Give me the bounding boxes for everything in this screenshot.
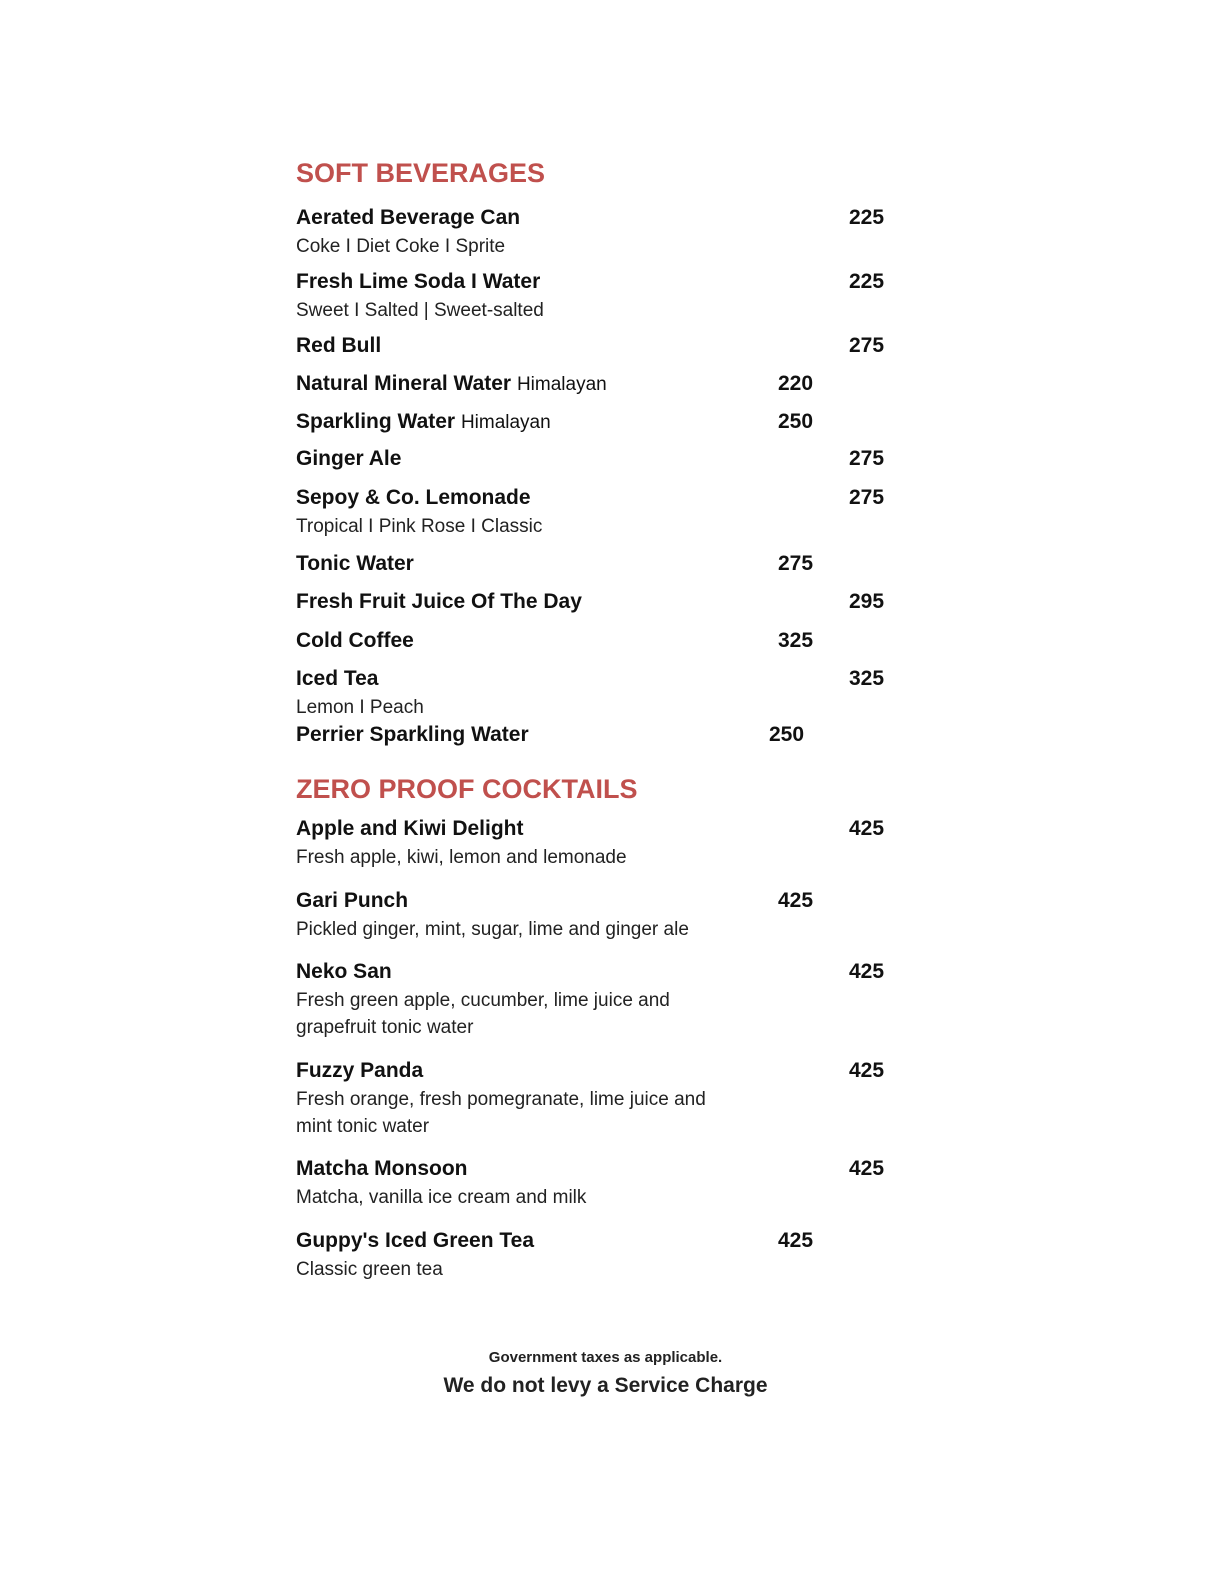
item-price: 275 [849, 334, 885, 357]
menu-item-matcha-monsoon [296, 1157, 896, 1211]
item-price: 225 [849, 206, 885, 229]
item-price: 325 [849, 667, 885, 690]
item-name: Guppy's Iced Green Tea [296, 1229, 535, 1252]
item-price: 425 [849, 817, 885, 840]
item-name: Gari Punch [296, 889, 409, 912]
item-description: Matcha, vanilla ice cream and milk [296, 1187, 587, 1208]
item-description: Fresh green apple, cucumber, lime juice and [296, 990, 670, 1011]
item-variant: Himalayan [460, 412, 551, 433]
item-description: Lemon I Peach [296, 697, 424, 718]
item-price: 425 [778, 889, 814, 912]
item-name: Sepoy & Co. Lemonade [296, 486, 531, 509]
menu-item-apple-kiwi-delight [296, 817, 896, 871]
item-description: Coke I Diet Coke I Sprite [296, 236, 506, 257]
menu-item-cold-coffee [296, 629, 896, 653]
item-name: Perrier Sparkling Water [296, 723, 529, 746]
item-price: 250 [778, 410, 814, 433]
menu-item-fresh-fruit-juice [296, 590, 896, 614]
menu-item-fuzzy-panda [296, 1059, 896, 1140]
item-description: Pickled ginger, mint, sugar, lime and ginger ale [296, 919, 689, 940]
menu-item-natural-mineral-water [296, 372, 896, 397]
item-name: Matcha Monsoon [296, 1157, 468, 1180]
menu-item-neko-san [296, 960, 896, 1041]
item-price: 425 [778, 1229, 814, 1252]
item-name: Red Bull [296, 334, 382, 357]
item-name: Fresh Lime Soda I Water [296, 270, 541, 293]
item-price: 425 [849, 960, 885, 983]
item-description: Fresh apple, kiwi, lemon and lemonade [296, 847, 627, 868]
menu-item-gari-punch [296, 889, 896, 943]
section-title-zero-proof-cocktails: ZERO PROOF COCKTAILS [296, 774, 638, 804]
item-name: Iced Tea [296, 667, 379, 690]
item-price: 220 [778, 372, 814, 395]
menu-item-sparkling-water [296, 410, 896, 435]
menu-item-guppys-iced-green-tea [296, 1229, 896, 1283]
item-price: 275 [778, 552, 814, 575]
menu-item-red-bull [296, 334, 896, 358]
item-name: Aerated Beverage Can [296, 206, 521, 229]
item-price: 275 [849, 486, 885, 509]
menu-item-aerated-beverage-can [296, 206, 896, 260]
item-name: Neko San [296, 960, 392, 983]
menu-item-iced-tea [296, 667, 896, 721]
item-variant: Himalayan [516, 374, 607, 395]
item-description-line2: mint tonic water [296, 1116, 430, 1137]
item-price: 325 [778, 629, 814, 652]
menu-item-fresh-lime-soda [296, 270, 896, 324]
item-name: Sparkling Water [296, 410, 456, 433]
menu-item-sepoy-lemonade [296, 486, 896, 540]
item-price: 295 [849, 590, 885, 613]
item-price: 425 [849, 1157, 885, 1180]
item-name: Natural Mineral Water [296, 372, 512, 395]
item-name: Tonic Water [296, 552, 414, 575]
item-price: 225 [849, 270, 885, 293]
menu-item-ginger-ale [296, 447, 896, 471]
item-name: Apple and Kiwi Delight [296, 817, 524, 840]
item-price: 250 [769, 723, 805, 746]
footer-service-charge-note: We do not levy a Service Charge [443, 1374, 768, 1397]
footer-taxes-note: Government taxes as applicable. [488, 1349, 723, 1366]
item-description: Tropical I Pink Rose I Classic [296, 516, 543, 537]
menu-item-perrier [296, 723, 896, 747]
section-title-soft-beverages: SOFT BEVERAGES [296, 158, 546, 188]
item-price: 275 [849, 447, 885, 470]
item-description: Classic green tea [296, 1259, 443, 1280]
item-name: Fresh Fruit Juice Of The Day [296, 590, 582, 613]
item-description: Fresh orange, fresh pomegranate, lime juice and [296, 1089, 706, 1110]
item-description: Sweet I Salted | Sweet-salted [296, 300, 544, 321]
menu-item-tonic-water [296, 552, 896, 576]
item-price: 425 [849, 1059, 885, 1082]
item-name: Ginger Ale [296, 447, 402, 470]
item-name: Cold Coffee [296, 629, 414, 652]
item-name: Fuzzy Panda [296, 1059, 424, 1082]
item-description-line2: grapefruit tonic water [296, 1017, 474, 1038]
